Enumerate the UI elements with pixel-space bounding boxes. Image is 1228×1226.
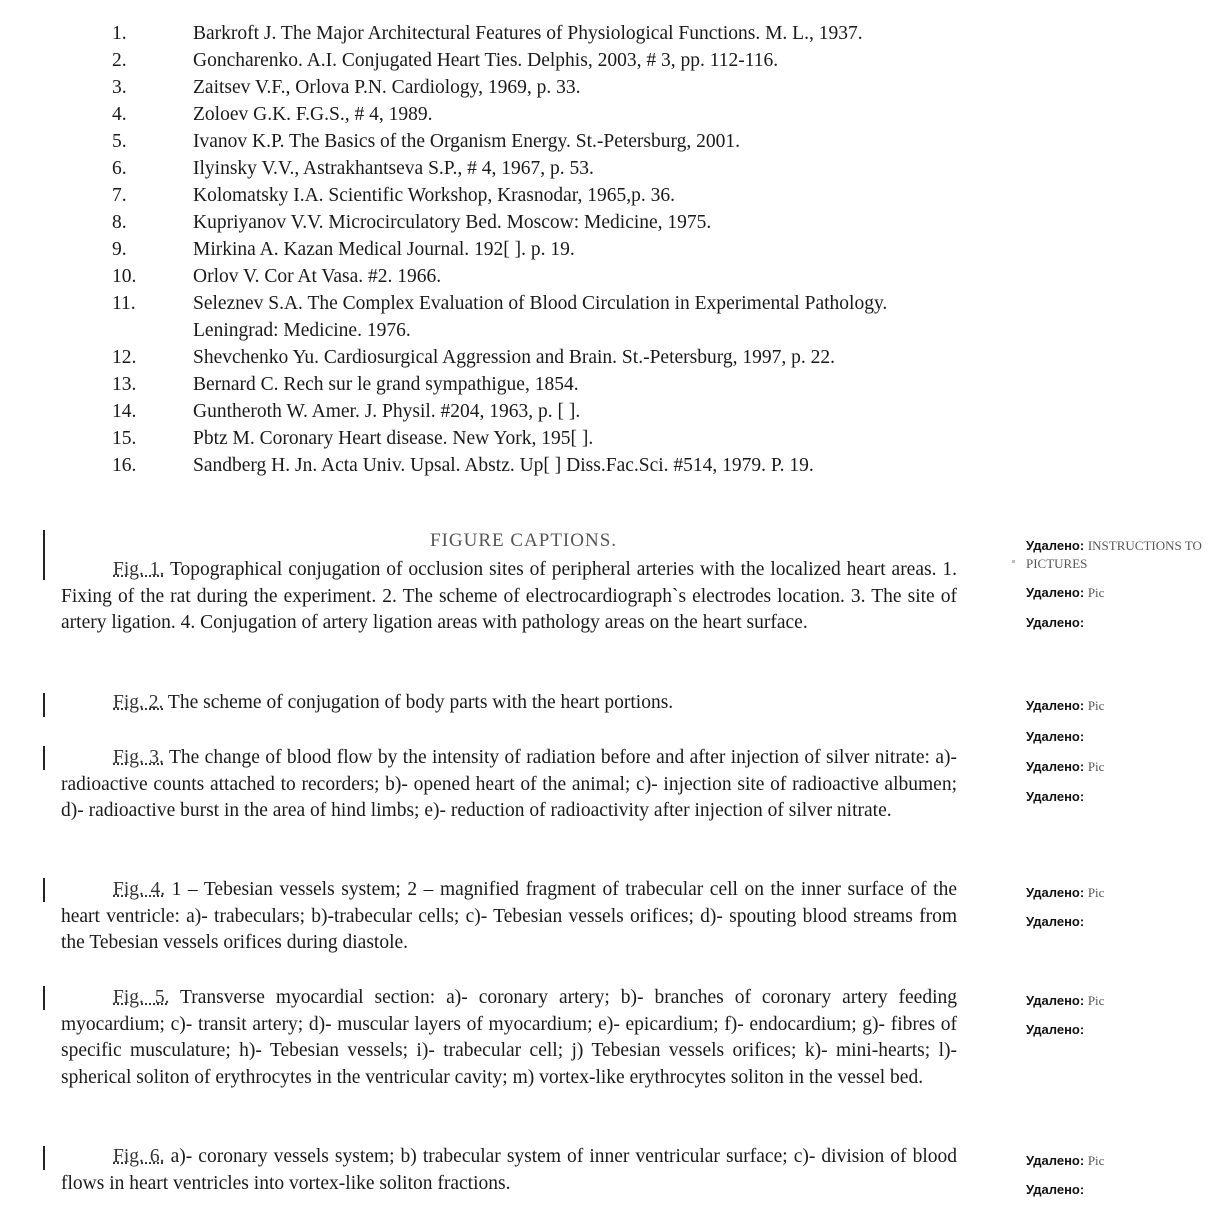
reference-item xyxy=(0,425,1000,452)
figure-caption-3 xyxy=(61,745,957,825)
comment-connector xyxy=(1012,560,1015,563)
reference-number: 1. xyxy=(112,23,127,44)
reference-number: 4. xyxy=(112,104,127,125)
reference-text: Orlov V. Cor At Vasa. #2. 1966. xyxy=(193,266,442,287)
reference-number: 5. xyxy=(112,131,127,152)
revision-note[interactable] xyxy=(1026,729,1084,744)
figure-label: Fig. 2. xyxy=(113,692,164,713)
reference-item xyxy=(0,182,1000,209)
figure-label: Fig. 4. xyxy=(113,879,166,900)
revision-deleted-text: INSTRUCTIONS TO xyxy=(1087,538,1202,553)
reference-item xyxy=(0,452,1000,479)
reference-number: 14. xyxy=(112,401,137,422)
revision-note[interactable] xyxy=(1026,885,1104,901)
figure-caption-6 xyxy=(61,1144,957,1197)
reference-item xyxy=(0,128,1000,155)
reference-item xyxy=(0,263,1000,290)
captions-heading: FIGURE CAPTIONS. xyxy=(430,530,618,551)
revision-note[interactable] xyxy=(1026,585,1104,601)
reference-text: Zaitsev V.F., Orlova P.N. Cardiology, 1969, p. 33. xyxy=(193,77,581,98)
reference-text: Pbtz M. Coronary Heart disease. New York, 195[ ]. xyxy=(193,428,594,449)
revision-label: Удалено: xyxy=(1026,993,1085,1008)
reference-text: Shevchenko Yu. Cardiosurgical Aggression and Brain. St.-Petersburg, 1997, p. 22. xyxy=(193,347,835,368)
revision-label: Удалено: xyxy=(1026,698,1085,713)
change-bar xyxy=(43,746,45,770)
revision-note[interactable] xyxy=(1026,615,1084,630)
change-bar xyxy=(43,986,45,1010)
revision-note[interactable] xyxy=(1026,993,1104,1009)
reference-text: Ilyinsky V.V., Astrakhantseva S.P., # 4, 1967, p. 53. xyxy=(193,158,594,179)
revision-label: Удалено: xyxy=(1026,789,1085,804)
revision-note-continued xyxy=(1026,556,1087,572)
caption-text: The scheme of conjugation of body parts with the heart portions. xyxy=(163,692,674,713)
revision-note[interactable] xyxy=(1026,759,1104,775)
reference-number: 3. xyxy=(112,77,127,98)
revision-note[interactable] xyxy=(1026,698,1104,714)
revision-label: Удалено: xyxy=(1026,538,1085,553)
revision-deleted-text: Pic xyxy=(1087,585,1105,600)
revision-deleted-text: Pic xyxy=(1087,885,1105,900)
reference-number: 8. xyxy=(112,212,127,233)
reference-item xyxy=(0,155,1000,182)
caption-text: 1 – Tebesian vessels system; 2 – magnified fragment of trabecular cell on the inner surface of the heart ventricle: a)- trabeculars; b)-trabecular cells; c)- Tebesian vessels orifices; d)- spouting blood streams from the Tebesian vessels orifices during diastole. xyxy=(61,879,957,953)
revision-label: Удалено: xyxy=(1026,615,1085,630)
reference-number: 9. xyxy=(112,239,127,260)
figure-caption-5 xyxy=(61,985,957,1091)
reference-text: Guntheroth W. Amer. J. Physil. #204, 1963, p. [ ]. xyxy=(193,401,581,422)
reference-number: 12. xyxy=(112,347,137,368)
revision-note[interactable] xyxy=(1026,1153,1104,1169)
revision-note[interactable] xyxy=(1026,538,1202,554)
reference-text: Sandberg H. Jn. Acta Univ. Upsal. Abstz. Up[ ] Diss.Fac.Sci. #514, 1979. P. 19. xyxy=(193,455,814,476)
figure-label: Fig. 3. xyxy=(113,747,164,768)
revision-label: Удалено: xyxy=(1026,1022,1085,1037)
reference-text: Kupriyanov V.V. Microcirculatory Bed. Moscow: Medicine, 1975. xyxy=(193,212,712,233)
reference-number: 15. xyxy=(112,428,137,449)
revision-label: Удалено: xyxy=(1026,729,1085,744)
reference-item xyxy=(0,236,1000,263)
revision-note[interactable] xyxy=(1026,1182,1084,1197)
reference-text: Zoloev G.K. F.G.S., # 4, 1989. xyxy=(193,104,433,125)
revision-note[interactable] xyxy=(1026,1022,1084,1037)
reference-list xyxy=(0,20,1000,479)
revision-note[interactable] xyxy=(1026,914,1084,929)
reference-item xyxy=(0,47,1000,74)
reference-number: 10. xyxy=(112,266,137,287)
reference-item xyxy=(0,344,1000,371)
reference-text: Ivanov K.P. The Basics of the Organism Energy. St.-Petersburg, 2001. xyxy=(193,131,741,152)
revision-deleted-text: Pic xyxy=(1087,759,1105,774)
revision-deleted-text: PICTURES xyxy=(1026,556,1088,571)
caption-text: Topographical conjugation of occlusion sites of peripheral arteries with the localized heart areas. 1. Fixing of the rat during the experiment. 2. The scheme of electrocardiograph`s electrodes location. 3. The site of artery ligation. 4. Conjugation of artery ligation areas with pathology areas on the heart surface. xyxy=(61,559,957,633)
revision-deleted-text: Pic xyxy=(1087,993,1105,1008)
reference-number: 7. xyxy=(112,185,127,206)
reference-text: Goncharenko. A.I. Conjugated Heart Ties. Delphis, 2003, # 3, pp. 112-116. xyxy=(193,50,779,71)
change-bar xyxy=(43,693,45,717)
reference-number: 6. xyxy=(112,158,127,179)
figure-label: Fig. 6. xyxy=(113,1146,165,1167)
figure-label: Fig. 5. xyxy=(113,987,170,1008)
reference-item xyxy=(0,398,1000,425)
change-bar xyxy=(43,1146,45,1170)
reference-number: 11. xyxy=(112,293,136,314)
revision-deleted-text: Pic xyxy=(1087,1153,1105,1168)
reference-item xyxy=(0,290,1000,344)
revision-label: Удалено: xyxy=(1026,759,1085,774)
reference-item xyxy=(0,371,1000,398)
revision-deleted-text: Pic xyxy=(1087,698,1105,713)
revision-label: Удалено: xyxy=(1026,585,1085,600)
figure-caption-1 xyxy=(61,557,957,637)
revision-label: Удалено: xyxy=(1026,1182,1085,1197)
reference-text: Kolomatsky I.A. Scientific Workshop, Krasnodar, 1965,p. 36. xyxy=(193,185,676,206)
change-bar xyxy=(43,878,45,902)
reference-text: Mirkina A. Kazan Medical Journal. 192[ ]. p. 19. xyxy=(193,239,575,260)
reference-text: Bernard C. Rech sur le grand sympathigue, 1854. xyxy=(193,374,579,395)
figure-label: Fig. 1. xyxy=(113,559,165,580)
reference-text: Barkroft J. The Major Architectural Features of Physiological Functions. M. L., 1937. xyxy=(193,23,863,44)
revision-label: Удалено: xyxy=(1026,885,1085,900)
reference-item xyxy=(0,74,1000,101)
change-bar xyxy=(43,530,45,580)
caption-text: a)- coronary vessels system; b) trabecular system of inner ventricular surface; c)- division of blood flows in heart ventricles into vortex-like soliton fractions. xyxy=(61,1146,957,1194)
reference-text: Seleznev S.A. The Complex Evaluation of Blood Circulation in Experimental Pathology. Leningrad: Medicine. 1976. xyxy=(193,293,888,341)
reference-number: 13. xyxy=(112,374,137,395)
caption-text: The change of blood flow by the intensity of radiation before and after injection of silver nitrate: a)- radioactive counts attached to recorders; b)- opened heart of the animal; c)- injection site of radioactive albumen; d)- radioactive burst in the area of hind limbs; e)- reduction of radioactivity after injection of silver nitrate. xyxy=(61,747,957,821)
reference-item xyxy=(0,209,1000,236)
reference-number: 2. xyxy=(112,50,127,71)
figure-caption-4 xyxy=(61,877,957,957)
reference-number: 16. xyxy=(112,455,137,476)
caption-text: Transverse myocardial section: a)- coronary artery; b)- branches of coronary artery feeding myocardium; c)- transit artery; d)- muscular layers of myocardium; e)- epicardium; f)- endocardium; g)- fibres of specific musculature; h)- Tebesian vessels; i)- trabecular cell; j) Tebesian vessels orifices; k)- mini-hearts; l)- spherical soliton of erythrocytes in the ventricular cavity; m) vortex-like erythrocytes soliton in the vessel bed. xyxy=(61,987,958,1088)
revision-label: Удалено: xyxy=(1026,914,1085,929)
revision-label: Удалено: xyxy=(1026,1153,1085,1168)
figure-caption-2 xyxy=(61,690,957,717)
reference-item xyxy=(0,101,1000,128)
revision-note[interactable] xyxy=(1026,789,1084,804)
reference-item xyxy=(0,20,1000,47)
